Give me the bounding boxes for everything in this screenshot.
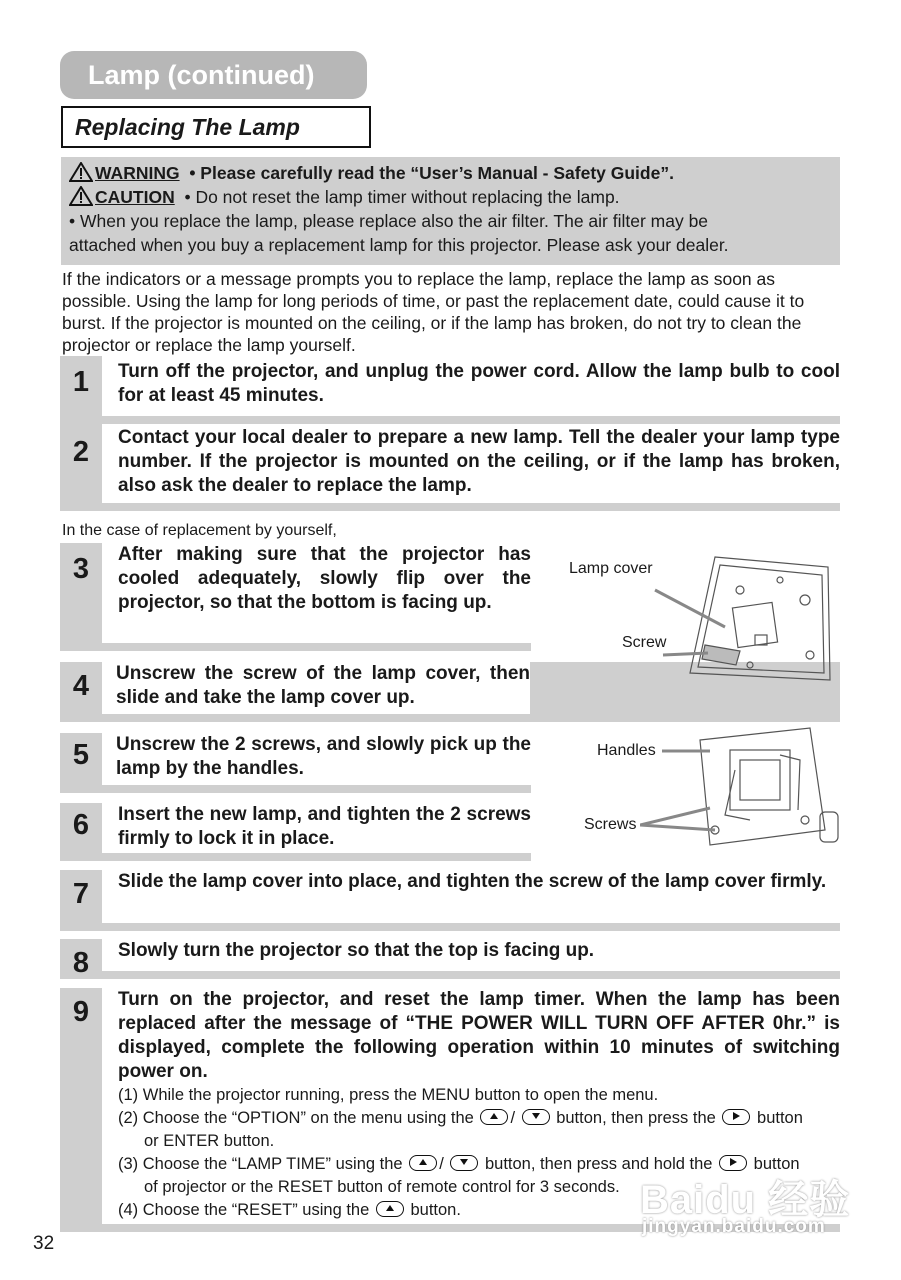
step-text: Unscrew the screw of the lamp cover, then slide and take the lamp cover up. [116,663,530,708]
step-number: 4 [72,670,90,702]
page-number: 32 [33,1233,55,1254]
step-8 [60,939,840,979]
up-button-icon [376,1201,404,1217]
step-number: 5 [72,739,90,771]
lamp-handles-figure [640,720,840,850]
intro-paragraph: If the indicators or a message prompts you to replace the lamp, replace the lamp as soon as possible. Using the lamp for long periods of time, or past the replacement date, could cause it to burst. If the projector is mounted on the ceiling, or if the lamp has broken, do not try to clean the projector or replace the lamp yourself. [62,269,805,355]
substep-text: (4) Choose the “RESET” using the [118,1201,370,1219]
substep-text: button [753,1155,800,1173]
warning-text: • Please carefully read the “User’s Manual - Safety Guide”. [189,163,674,183]
substep-text: button [757,1109,803,1127]
label-handles: Handles [597,742,656,759]
step-number: 3 [72,553,90,585]
step-6 [60,803,531,861]
warning-line3: • When you replace the lamp, please replace also the air filter. The air filter may be [69,211,709,231]
step-number: 9 [72,996,90,1028]
step-text: After making sure that the projector has cooled adequately, slowly flip over the projector, so that the bottom is facing up. [118,544,531,613]
subsection-title: Replacing The Lamp [61,106,371,148]
step-text: Unscrew the 2 screws, and slowly pick up the lamp by the handles. [116,734,531,779]
step-text: Turn off the projector, and unplug the power cord. Allow the lamp bulb to cool for at least 45 minutes. [118,361,840,406]
watermark-brand: Baidu 经验 [640,1178,851,1222]
caution-text: • Do not reset the lamp timer without replacing the lamp. [184,187,620,207]
step-text: Slide the lamp cover into place, and tighten the screw of the lamp cover firmly. [118,871,827,892]
warning-line4: attached when you buy a replacement lamp for this projector. Please ask your dealer. [69,235,729,255]
watermark-url: jingyan.baidu.com [642,1216,826,1237]
label-screws: Screws [584,816,637,833]
caution-triangle-icon [69,186,93,206]
step-text: Contact your local dealer to prepare a new lamp. Tell the dealer your lamp type number. If the projector is mounted on the ceiling, or if the lamp has broken, also ask the dealer to replace the lamp. [118,427,840,496]
substep-3: (3) Choose the “LAMP TIME” using the / button, then press and hold the button [118,1155,800,1173]
substep-3-cont: of projector or the RESET button of remote control for 3 seconds. [144,1178,620,1196]
substep-text: button. [410,1201,461,1219]
step-3 [60,543,531,651]
step-1 [60,356,840,424]
substep-text: (3) Choose the “LAMP TIME” using the [118,1155,403,1173]
label-screw: Screw [622,634,667,651]
caution-row [69,185,840,209]
up-button-icon [409,1155,437,1171]
step-7 [60,870,840,931]
caution-label: CAUTION [95,187,175,207]
step-number: 2 [72,436,90,468]
step-2 [60,424,840,511]
warning-row [69,161,840,185]
substep-1: (1) While the projector running, press the MENU button to open the menu. [118,1086,659,1104]
warning-triangle-icon [69,162,93,182]
step-number: 8 [72,947,90,979]
step-text: Insert the new lamp, and tighten the 2 screws firmly to lock it in place. [118,804,531,849]
down-button-icon [450,1155,478,1171]
warning-label: WARNING [95,163,180,183]
step-number: 1 [72,366,90,398]
substep-text: (2) Choose the “OPTION” on the menu using the [118,1109,474,1127]
right-button-icon [722,1109,750,1125]
substep-2-cont: or ENTER button. [144,1132,275,1150]
down-button-icon [522,1109,550,1125]
note-self-replacement: In the case of replacement by yourself, [62,522,337,539]
step-5 [60,733,531,793]
substep-text: button, then press and hold the [484,1155,713,1173]
step-number: 7 [72,878,90,910]
step-text: Turn on the projector, and reset the lamp timer. When the lamp has been replaced after the message of “THE POWER WILL TURN OFF AFTER 0hr.” is displayed, complete the following operation within 10 minutes of switching power on. [118,989,840,1082]
up-button-icon [480,1109,508,1125]
substep-text: button, then press the [556,1109,716,1127]
step-number: 6 [72,809,90,841]
substep-2: (2) Choose the “OPTION” on the menu using the / button, then press the button [118,1109,803,1127]
section-title: Lamp (continued) [60,51,367,99]
warning-box [61,157,840,265]
step-text: Slowly turn the projector so that the top is facing up. [118,940,595,961]
label-lamp-cover: Lamp cover [569,560,653,577]
